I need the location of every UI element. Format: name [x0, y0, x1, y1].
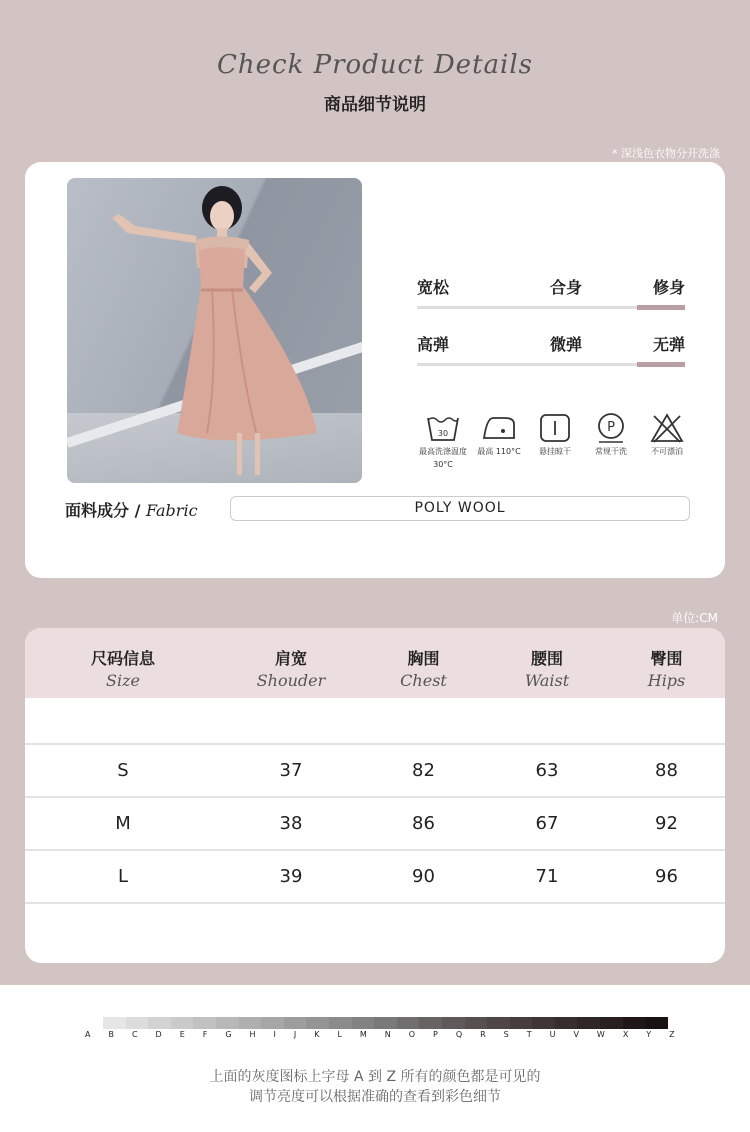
- size-table-header: [25, 628, 725, 698]
- page-subtitle: 商品细节说明: [324, 95, 426, 115]
- grayscale-swatch: [532, 1017, 555, 1029]
- table-row: [25, 745, 725, 798]
- cell-shoulder: 37: [279, 760, 303, 781]
- fit-track: [417, 306, 685, 309]
- fit-slim-label: 修身: [652, 278, 685, 297]
- grayscale-swatch: [329, 1017, 352, 1029]
- cell-hips: 88: [655, 760, 678, 781]
- grayscale-swatch: [442, 1017, 465, 1029]
- grayscale-letters: [85, 1030, 675, 1039]
- grayscale-letter: R: [480, 1030, 486, 1039]
- table-row: [25, 851, 725, 904]
- grayscale-swatch: [171, 1017, 194, 1029]
- grayscale-letter: A: [85, 1030, 91, 1039]
- grayscale-swatch: [397, 1017, 420, 1029]
- grayscale-swatch: [193, 1017, 216, 1029]
- care-item-iron: [471, 412, 527, 470]
- stretch-slight-label: 微弹: [549, 335, 582, 354]
- wash-30-icon: [425, 412, 461, 444]
- cell-shoulder: 38: [279, 813, 303, 834]
- cell-size: S: [117, 760, 129, 781]
- cell-chest: 86: [412, 813, 435, 834]
- grayscale-swatch: [261, 1017, 284, 1029]
- grayscale-swatch: [600, 1017, 623, 1029]
- grayscale-letter: C: [131, 1030, 138, 1039]
- stretch-scale: [417, 332, 685, 366]
- cell-waist: 67: [535, 813, 559, 834]
- dry-clean-icon: [593, 412, 629, 444]
- header-waist-zh: 腰围: [530, 649, 563, 668]
- cell-chest: 82: [412, 760, 435, 781]
- header-waist-en: Waist: [524, 671, 570, 690]
- header-chest: [361, 628, 486, 698]
- grayscale-letter: Z: [669, 1030, 675, 1039]
- grayscale-swatch: [374, 1017, 397, 1029]
- grayscale-letter: E: [179, 1030, 185, 1039]
- header-chest-en: Chest: [400, 671, 447, 690]
- fabric-label-zh: 面料成分 /: [65, 501, 146, 520]
- header-shoulder-zh: 肩宽: [274, 649, 307, 668]
- table-row-blank: [25, 698, 725, 745]
- header-chest-zh: 胸围: [407, 649, 440, 668]
- grayscale-letter: Y: [646, 1030, 652, 1039]
- header-shoulder-en: Shouder: [256, 671, 326, 690]
- grayscale-swatch: [510, 1017, 533, 1029]
- grayscale-letter: F: [202, 1030, 208, 1039]
- care-item-dryclean: [583, 412, 639, 470]
- grayscale-swatch: [645, 1017, 668, 1029]
- header-hips-zh: 臀围: [650, 649, 683, 668]
- unit-note: 单位:CM: [671, 611, 718, 625]
- grayscale-letter: T: [526, 1030, 532, 1039]
- stretch-none-label: 无弹: [652, 335, 685, 354]
- grayscale-letter: O: [408, 1030, 416, 1039]
- footer-note-line2: 调节亮度可以根据准确的查看到彩色细节: [249, 1089, 501, 1105]
- fabric-label-en: Fabric: [146, 501, 198, 520]
- header-hips: [608, 628, 725, 698]
- care-item-wash: [415, 412, 471, 470]
- header-shoulder: [221, 628, 361, 698]
- product-details-card: [25, 162, 725, 578]
- grayscale-swatch: [555, 1017, 578, 1029]
- iron-110-icon: [481, 412, 517, 444]
- grayscale-letter: M: [359, 1030, 367, 1039]
- grayscale-swatch: [239, 1017, 262, 1029]
- svg-text:30: 30: [437, 429, 449, 438]
- grayscale-letter: X: [622, 1030, 629, 1039]
- care-item-hang: [527, 412, 583, 470]
- grayscale-letter: V: [573, 1030, 579, 1039]
- header-size: [25, 628, 221, 698]
- grayscale-letter: D: [155, 1030, 162, 1039]
- model-figure: [67, 178, 362, 483]
- stretch-high-label: 高弹: [417, 335, 450, 354]
- grayscale-swatch: [577, 1017, 600, 1029]
- header-size-en: Size: [106, 671, 140, 690]
- grayscale-swatch: [103, 1017, 126, 1029]
- grayscale-letter: U: [549, 1030, 556, 1039]
- cell-hips: 96: [655, 866, 678, 887]
- table-row: [25, 798, 725, 851]
- care-label-dryclean: 常规干洗: [595, 447, 627, 456]
- grayscale-swatch: [216, 1017, 239, 1029]
- header-waist: [486, 628, 608, 698]
- wash-note: * 深浅色衣物分开洗涤: [612, 147, 720, 160]
- grayscale-letter: N: [384, 1030, 391, 1039]
- grayscale-swatch: [623, 1017, 646, 1029]
- grayscale-swatch: [148, 1017, 171, 1029]
- care-label-iron: 最高 110°C: [477, 447, 521, 456]
- page-title: Check Product Details: [216, 50, 533, 80]
- grayscale-letter: H: [249, 1030, 256, 1039]
- fabric-label: [65, 498, 198, 521]
- fit-selected-indicator: [637, 305, 685, 310]
- cell-size: L: [117, 866, 129, 887]
- cell-waist: 63: [535, 760, 559, 781]
- cell-hips: 92: [655, 813, 678, 834]
- grayscale-swatch: [126, 1017, 149, 1029]
- fit-scale: [417, 275, 685, 309]
- grayscale-letter: P: [433, 1030, 438, 1039]
- header-hips-en: Hips: [647, 671, 686, 690]
- cell-waist: 71: [535, 866, 559, 887]
- svg-text:P: P: [607, 420, 615, 435]
- grayscale-swatch: [465, 1017, 488, 1029]
- no-bleach-icon: [649, 412, 685, 444]
- grayscale-letter: Q: [455, 1030, 463, 1039]
- fit-regular-label: 合身: [549, 278, 582, 297]
- cell-shoulder: 39: [279, 866, 303, 887]
- grayscale-letter: S: [503, 1030, 509, 1039]
- grayscale-swatch: [487, 1017, 510, 1029]
- care-label-wash-temp: 30°C: [433, 460, 453, 470]
- grayscale-section: [0, 985, 750, 1132]
- grayscale-swatch: [352, 1017, 375, 1029]
- cell-size: M: [115, 813, 131, 834]
- grayscale-swatch: [419, 1017, 442, 1029]
- grayscale-letter: I: [273, 1030, 276, 1039]
- cell-chest: 90: [412, 866, 435, 887]
- care-item-bleach: [639, 412, 695, 470]
- grayscale-letter: J: [293, 1030, 297, 1039]
- grayscale-letter: W: [596, 1030, 605, 1039]
- grayscale-swatch: [306, 1017, 329, 1029]
- grayscale-swatches: [103, 1017, 668, 1029]
- care-label-bleach: 不可漂泊: [651, 447, 683, 456]
- footer-note-line1: 上面的灰度图标上字母 A 到 Z 所有的颜色都是可见的: [209, 1069, 541, 1085]
- hang-dry-icon: [537, 412, 573, 444]
- care-label-hang: 悬挂晾干: [539, 447, 571, 456]
- grayscale-letter: K: [314, 1030, 320, 1039]
- care-label-wash: 最高洗涤温度: [419, 447, 467, 456]
- grayscale-letter: B: [108, 1030, 114, 1039]
- fit-loose-label: 宽松: [417, 278, 450, 297]
- grayscale-swatch: [284, 1017, 307, 1029]
- stretch-selected-indicator: [637, 362, 685, 367]
- header-size-zh: 尺码信息: [90, 649, 155, 668]
- size-table: [25, 628, 725, 963]
- grayscale-letter: L: [337, 1030, 342, 1039]
- stretch-track: [417, 363, 685, 366]
- fabric-value: POLY WOOL: [230, 496, 690, 521]
- grayscale-letter: G: [225, 1030, 232, 1039]
- care-instructions: [415, 412, 695, 470]
- product-photo: [67, 178, 362, 483]
